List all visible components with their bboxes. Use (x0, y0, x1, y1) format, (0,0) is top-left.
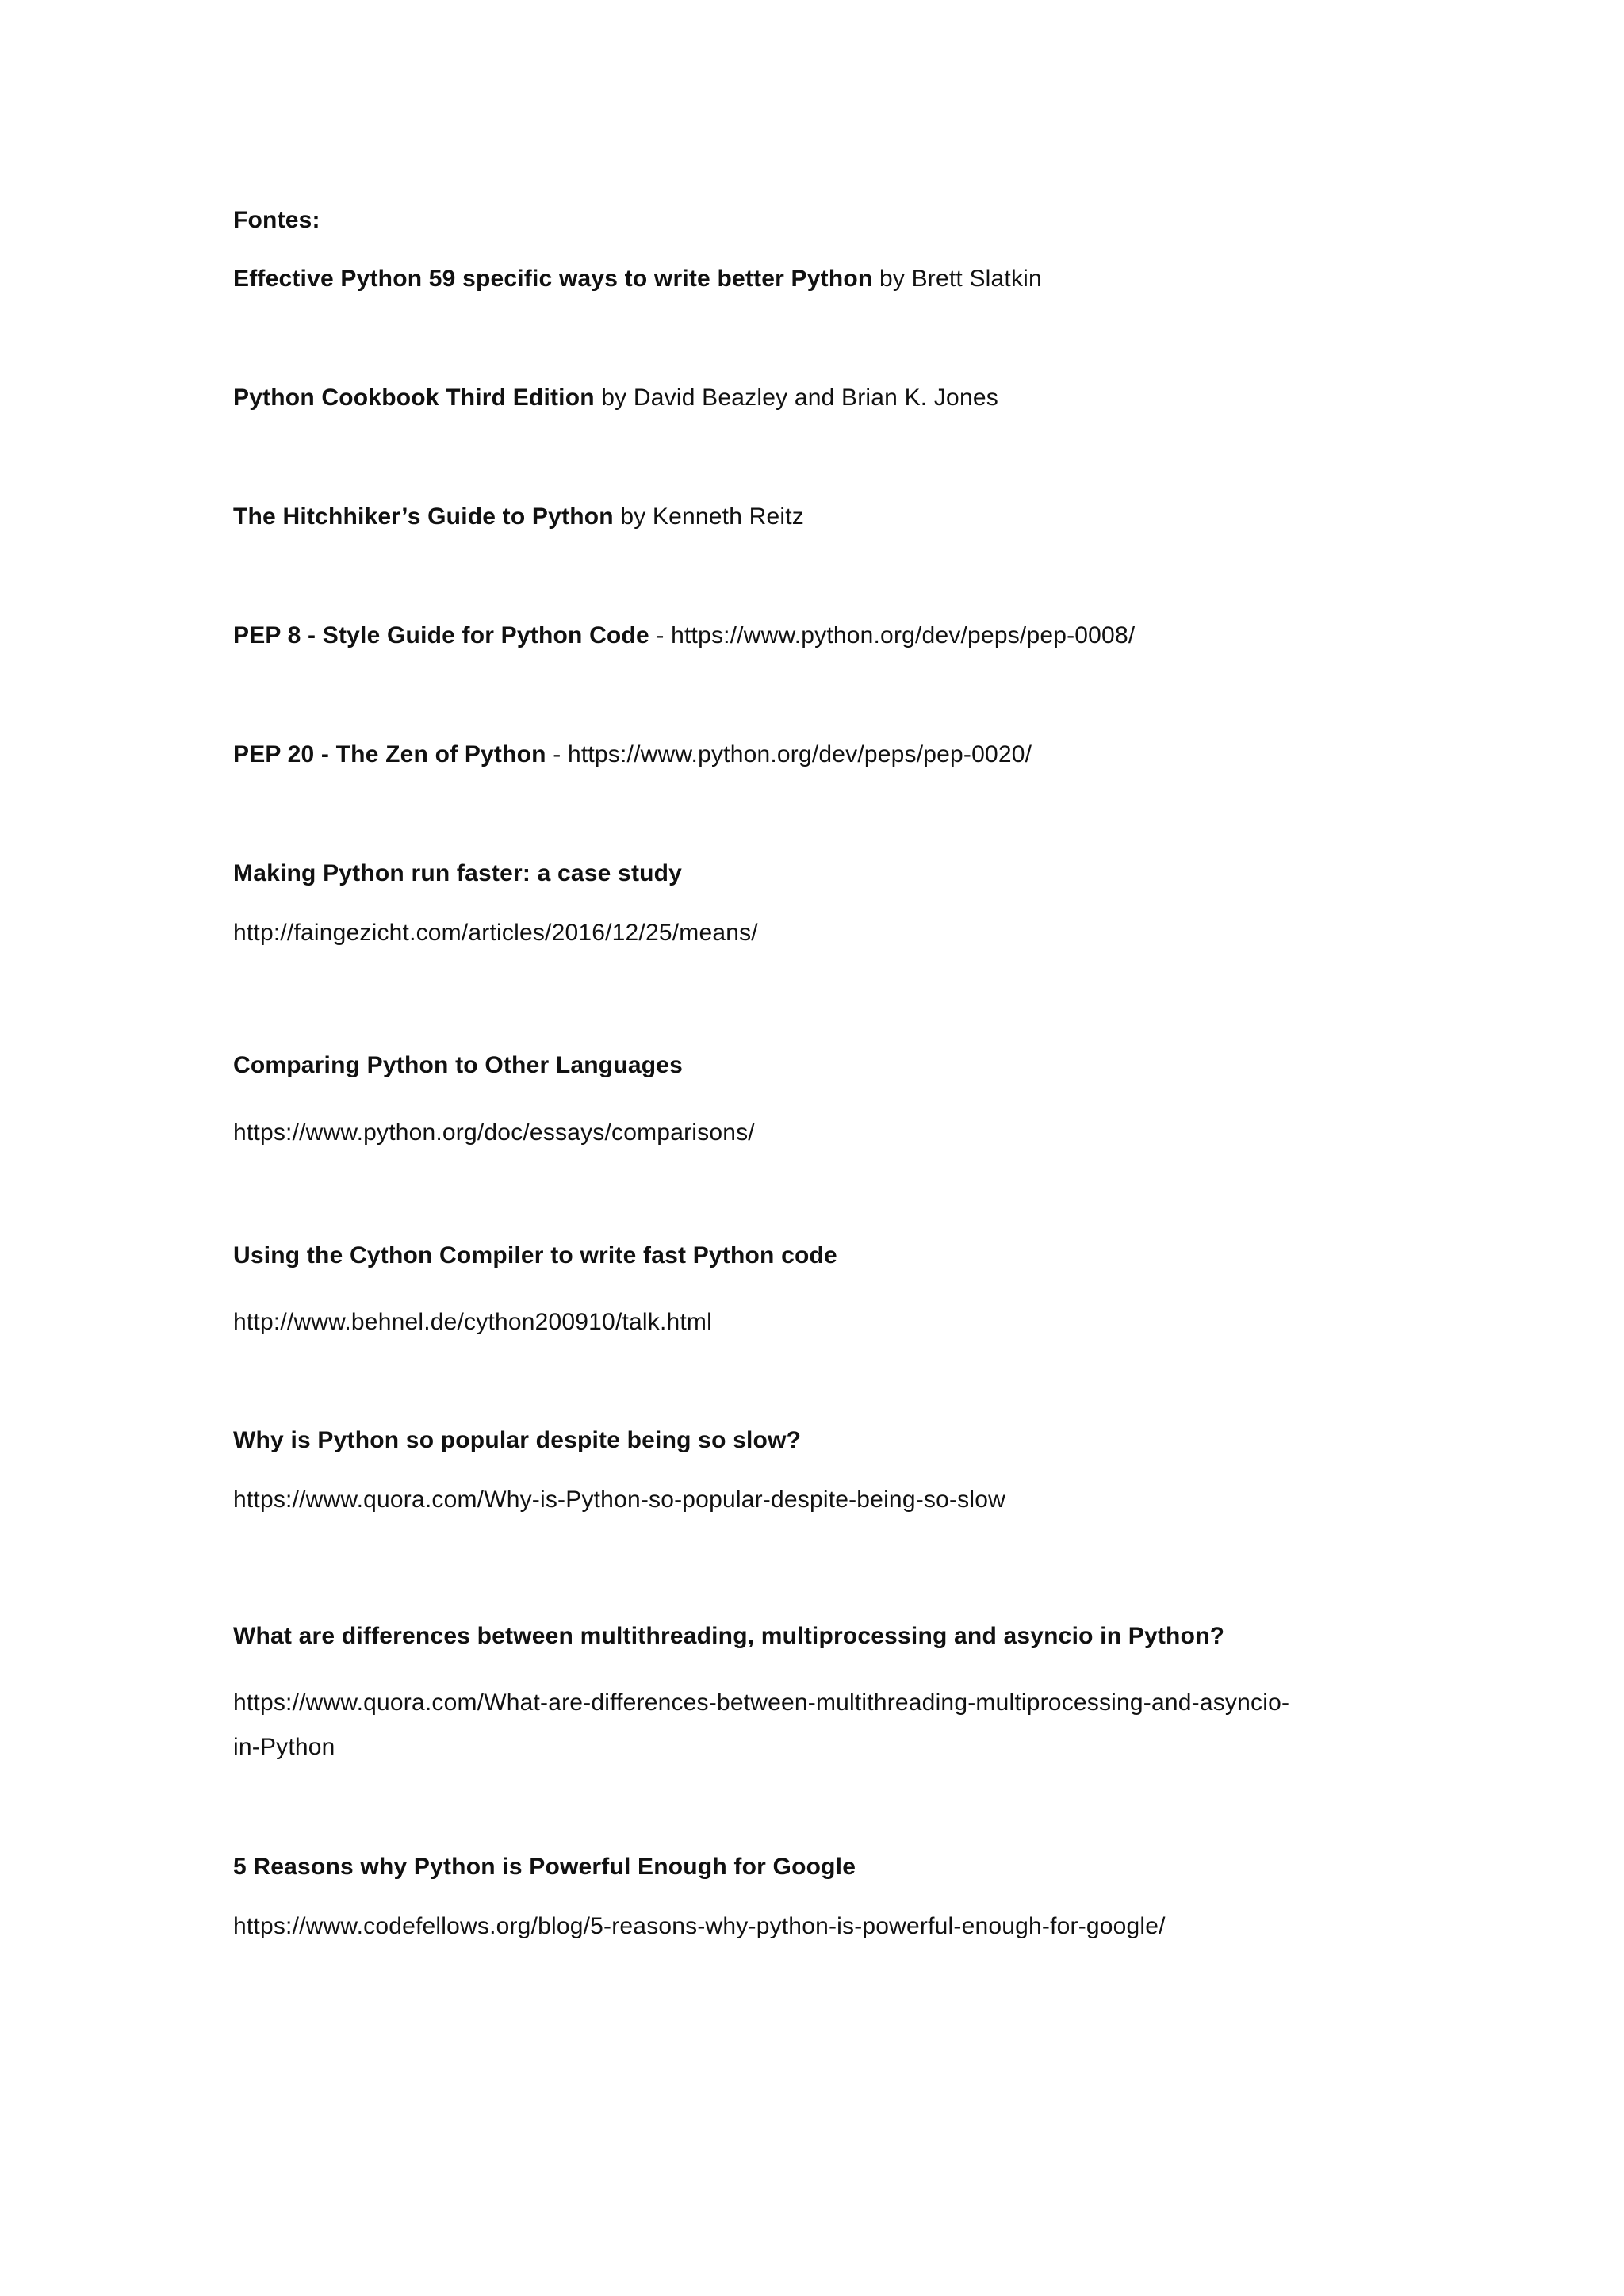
source-url-faingezicht[interactable]: http://faingezicht.com/articles/2016/12/25/means/ (233, 920, 758, 946)
source-effective-python (233, 263, 1042, 295)
source-title: Python Cookbook Third Edition (233, 385, 595, 411)
source-url[interactable]: - https://www.python.org/dev/peps/pep-0020/ (546, 741, 1032, 767)
source-url-codefellows[interactable]: https://www.codefellows.org/blog/5-reasons-why-python-is-powerful-enough-for-google/ (233, 1913, 1166, 1939)
source-url[interactable]: - https://www.python.org/dev/peps/pep-0008/ (649, 622, 1136, 649)
source-title-why-python-popular: Why is Python so popular despite being so slow? (233, 1427, 802, 1453)
source-author: by David Beazley and Brian K. Jones (594, 385, 998, 411)
source-title-comparing-python: Comparing Python to Other Languages (233, 1052, 684, 1078)
source-title: The Hitchhiker’s Guide to Python (233, 503, 614, 530)
source-hitchhikers-guide (233, 501, 804, 533)
source-title: PEP 8 - Style Guide for Python Code (233, 622, 649, 649)
source-url-comparisons[interactable]: https://www.python.org/doc/essays/comparisons/ (233, 1119, 755, 1146)
source-pep8 (233, 620, 1135, 652)
source-url-quora-multithreading-line1[interactable]: https://www.quora.com/What-are-differences-between-multithreading-multiprocessing-and-asyncio- (233, 1689, 1290, 1716)
source-pep20 (233, 739, 1032, 771)
source-title-five-reasons: 5 Reasons why Python is Powerful Enough for Google (233, 1854, 856, 1880)
source-title: Effective Python 59 specific ways to write better Python (233, 266, 873, 292)
source-title-multithreading: What are differences between multithreading, multiprocessing and asyncio in Python? (233, 1623, 1225, 1649)
source-url-quora-popular[interactable]: https://www.quora.com/Why-is-Python-so-popular-despite-being-so-slow (233, 1487, 1005, 1513)
heading-fontes: Fontes: (233, 207, 320, 233)
source-title-cython: Using the Cython Compiler to write fast Python code (233, 1242, 837, 1269)
source-title: PEP 20 - The Zen of Python (233, 741, 546, 767)
source-url-quora-multithreading-line2[interactable]: in-Python (233, 1734, 335, 1760)
source-author: by Kenneth Reitz (613, 503, 804, 530)
source-url-behnel[interactable]: http://www.behnel.de/cython200910/talk.html (233, 1309, 712, 1335)
source-title-making-python-faster: Making Python run faster: a case study (233, 860, 683, 886)
source-author: by Brett Slatkin (872, 266, 1042, 292)
source-python-cookbook (233, 382, 998, 414)
